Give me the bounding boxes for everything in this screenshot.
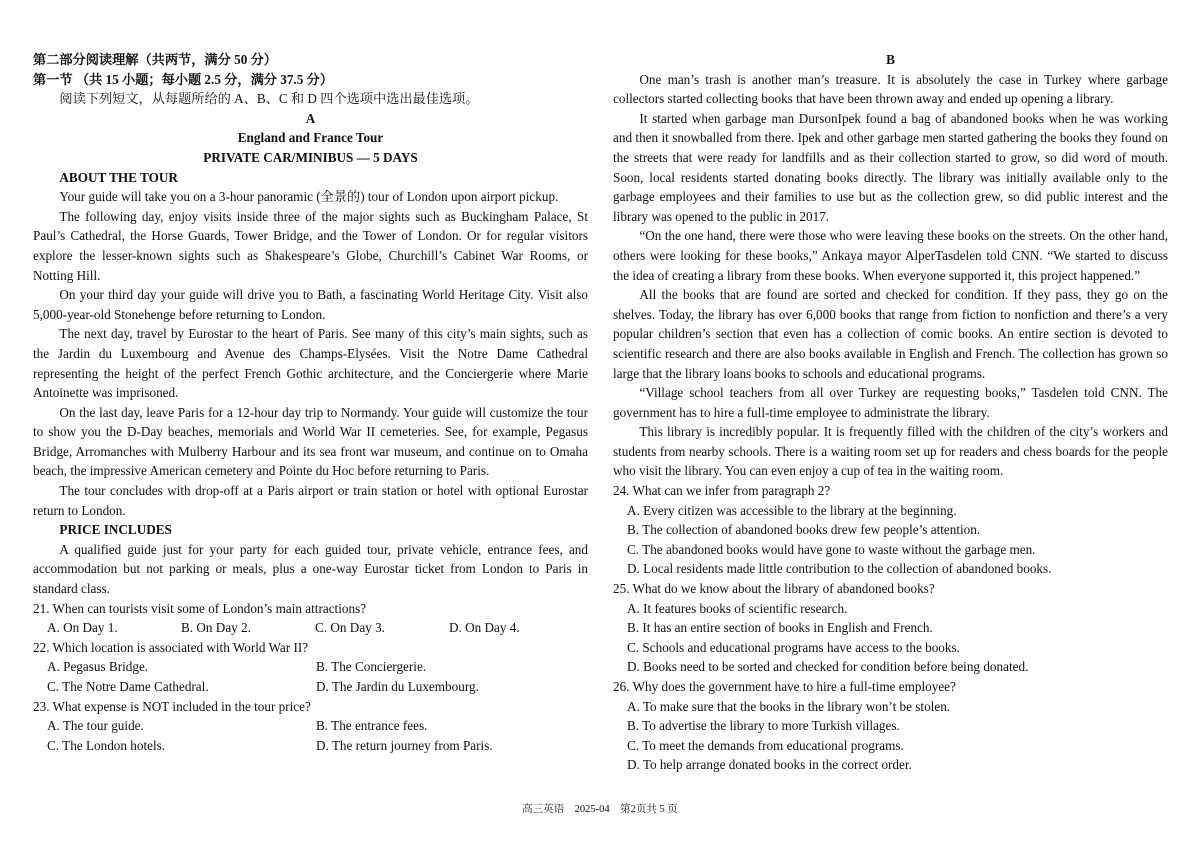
option: C. Schools and educational programs have access to the books. [627, 639, 960, 655]
passage-title: England and France Tour [237, 130, 384, 146]
option: D. The Jardin du Luxembourg. [316, 679, 479, 694]
option: A. It features books of scientific research. [627, 600, 848, 616]
option: B. The entrance fees. [316, 718, 428, 734]
part-heading: 第二部分阅读理解（共两节，满分 50 分） [33, 52, 277, 67]
instruction: 阅读下列短文，从每题所给的 A、B、C 和 D 四个选项中选出最佳选项。 [59, 91, 479, 107]
passage-letter-a: A [305, 110, 316, 126]
paragraph: “Village school teachers from all over Turkey are requesting books,” Tasdelen told CNN. The government has to hire a full-time employee to administrate the library. [613, 385, 1168, 420]
option: D. On Day 4. [449, 620, 520, 636]
question-stem: 24. What can we infer from paragraph 2? [613, 483, 831, 499]
option: C. On Day 3. [315, 620, 385, 636]
about-heading: ABOUT THE TOUR [59, 169, 178, 185]
passage-letter-b: B [886, 52, 895, 67]
option: C. The abandoned books would have gone to waste without the garbage men. [627, 541, 1036, 557]
option: B. On Day 2. [181, 620, 251, 636]
option: A. Pegasus Bridge. [47, 659, 149, 675]
options-row [33, 618, 588, 638]
paragraph: This library is incredibly popular. It is frequently filled with the children of the city’s workers and students from nearby schools. There is a waiting room set up for readers and chess boards for the people who visit the library. You can even enjoy a cup of tea in the waiting room. [613, 424, 1168, 479]
option: B. The collection of abandoned books drew few people’s attention. [627, 522, 981, 538]
price-heading: PRICE INCLUDES [59, 522, 172, 538]
question-stem: 23. What expense is NOT included in the tour price? [33, 698, 311, 714]
paragraph: On the last day, leave Paris for a 12-hour day trip to Normandy. Your guide will customize the tour to show you the D-Day beaches, memorials and World War II cemeteries. See, for example, Pegasus Bridge, Arromanches with Mulberry Harbour and its sea front war museum, and continue on to Omaha beach, the impressive American cemetery and Pointe du Hoc before returning to Paris. [33, 404, 588, 479]
price-text: A qualified guide just for your party for each guided tour, private vehicle, entrance fees, and accommodation but not parking or meals, plus a one-way Eurostar ticket from London to Paris in standard class. [33, 541, 588, 597]
right-column [613, 50, 1168, 775]
option: A. The tour guide. [47, 718, 144, 734]
options-row [33, 677, 588, 697]
paragraph: “On the one hand, there were those who were leaving these books on the streets. On the other hand, others were looking for these books,” Ankaya mayor AlperTasdelen told CNN. “We started to discuss the idea of creating a library from these books. When everyone supported it, this project happened.” [613, 228, 1168, 283]
passage-subtitle: PRIVATE CAR/MINIBUS — 5 DAYS [203, 149, 418, 165]
paragraph: It started when garbage man DursonIpek found a bag of abandoned books when he was working and then it snowballed from there. Ipek and other garbage men started gathering the books they found on the streets that were ready for landfills and as their collection started to grow, so did word of mouth. Soon, local residents started donating books directly. The library was initially available only to the garbage employees and their families to use but as the collection grew, so did public interest and the library was opened to the public in 2017. [613, 110, 1168, 224]
option: A. On Day 1. [47, 620, 118, 636]
option: B. The Conciergerie. [316, 659, 427, 675]
question-stem: 22. Which location is associated with World War II? [33, 639, 309, 655]
question-stem: 26. Why does the government have to hire a full-time employee? [613, 679, 956, 694]
left-column [33, 50, 588, 755]
question-stem: 25. What do we know about the library of abandoned books? [613, 581, 935, 597]
question-stem: 21. When can tourists visit some of London’s main attractions? [33, 600, 367, 616]
option: B. It has an entire section of books in English and French. [627, 620, 933, 636]
options-row [33, 736, 588, 756]
option: C. To meet the demands from educational programs. [627, 737, 904, 753]
paragraph: The following day, enjoy visits inside three of the major sights such as Buckingham Palace, St Paul’s Cathedral, the Horse Guards, Tower Bridge, and the Tower of London. Or for regular visitors explore the lesser-known sights such as Shakespeare’s Globe, Churchill’s Cabinet War Rooms, or Notting Hill. [33, 208, 588, 283]
paragraph: The next day, travel by Eurostar to the heart of Paris. See many of this city’s main sights, such as the Jardin du Luxembourg and Avenue des Champs-Elysées. Visit the Notre Dame Cathedral representing the height of the perfect French Gothic architecture, and the Conciergerie where Marie Antoinette was imprisoned. [33, 326, 588, 401]
paragraph: The tour concludes with drop-off at a Paris airport or train station or hotel with optional Eurostar return to London. [33, 483, 588, 518]
option: C. The London hotels. [47, 737, 166, 753]
option: D. Local residents made little contribution to the collection of abandoned books. [627, 561, 1052, 577]
option: A. To make sure that the books in the library won’t be stolen. [627, 698, 951, 714]
option: D. Books need to be sorted and checked for condition before being donated. [627, 659, 1029, 675]
paragraph: One man’s trash is another man’s treasure. It is absolutely the case in Turkey where garbage collectors started collecting books that have been thrown away and ended up opening a library. [613, 71, 1168, 107]
options-row [33, 716, 588, 736]
option: C. The Notre Dame Cathedral. [47, 679, 209, 694]
paragraph: Your guide will take you on a 3-hour panoramic (全景的) tour of London upon airport pickup. [59, 189, 559, 205]
page-footer: 高三英语 2025-04 第2页共 5 页 [522, 804, 678, 815]
options-row [33, 657, 588, 677]
option: A. Every citizen was accessible to the library at the beginning. [627, 502, 957, 518]
option: B. To advertise the library to more Turkish villages. [627, 718, 900, 734]
section-heading: 第一节 （共 15 小题；每小题 2.5 分，满分 37.5 分） [33, 71, 334, 87]
paragraph: All the books that are found are sorted and checked for condition. If they pass, they go on the shelves. Today, the library has over 6,000 books that range from fiction to nonfiction and there’s a very popular children’s section that even has a collection of comic books. An entire section is devoted to scientific research and there are also books available in English and French. The collection has grown so large that the library loans books to schools and educational programs. [613, 287, 1168, 381]
option: D. The return journey from Paris. [316, 737, 493, 753]
option: D. To help arrange donated books in the correct order. [627, 757, 912, 773]
paragraph: On your third day your guide will drive you to Bath, a fascinating World Heritage City. Visit also 5,000-year-old Stonehenge before returning to London. [33, 287, 588, 322]
